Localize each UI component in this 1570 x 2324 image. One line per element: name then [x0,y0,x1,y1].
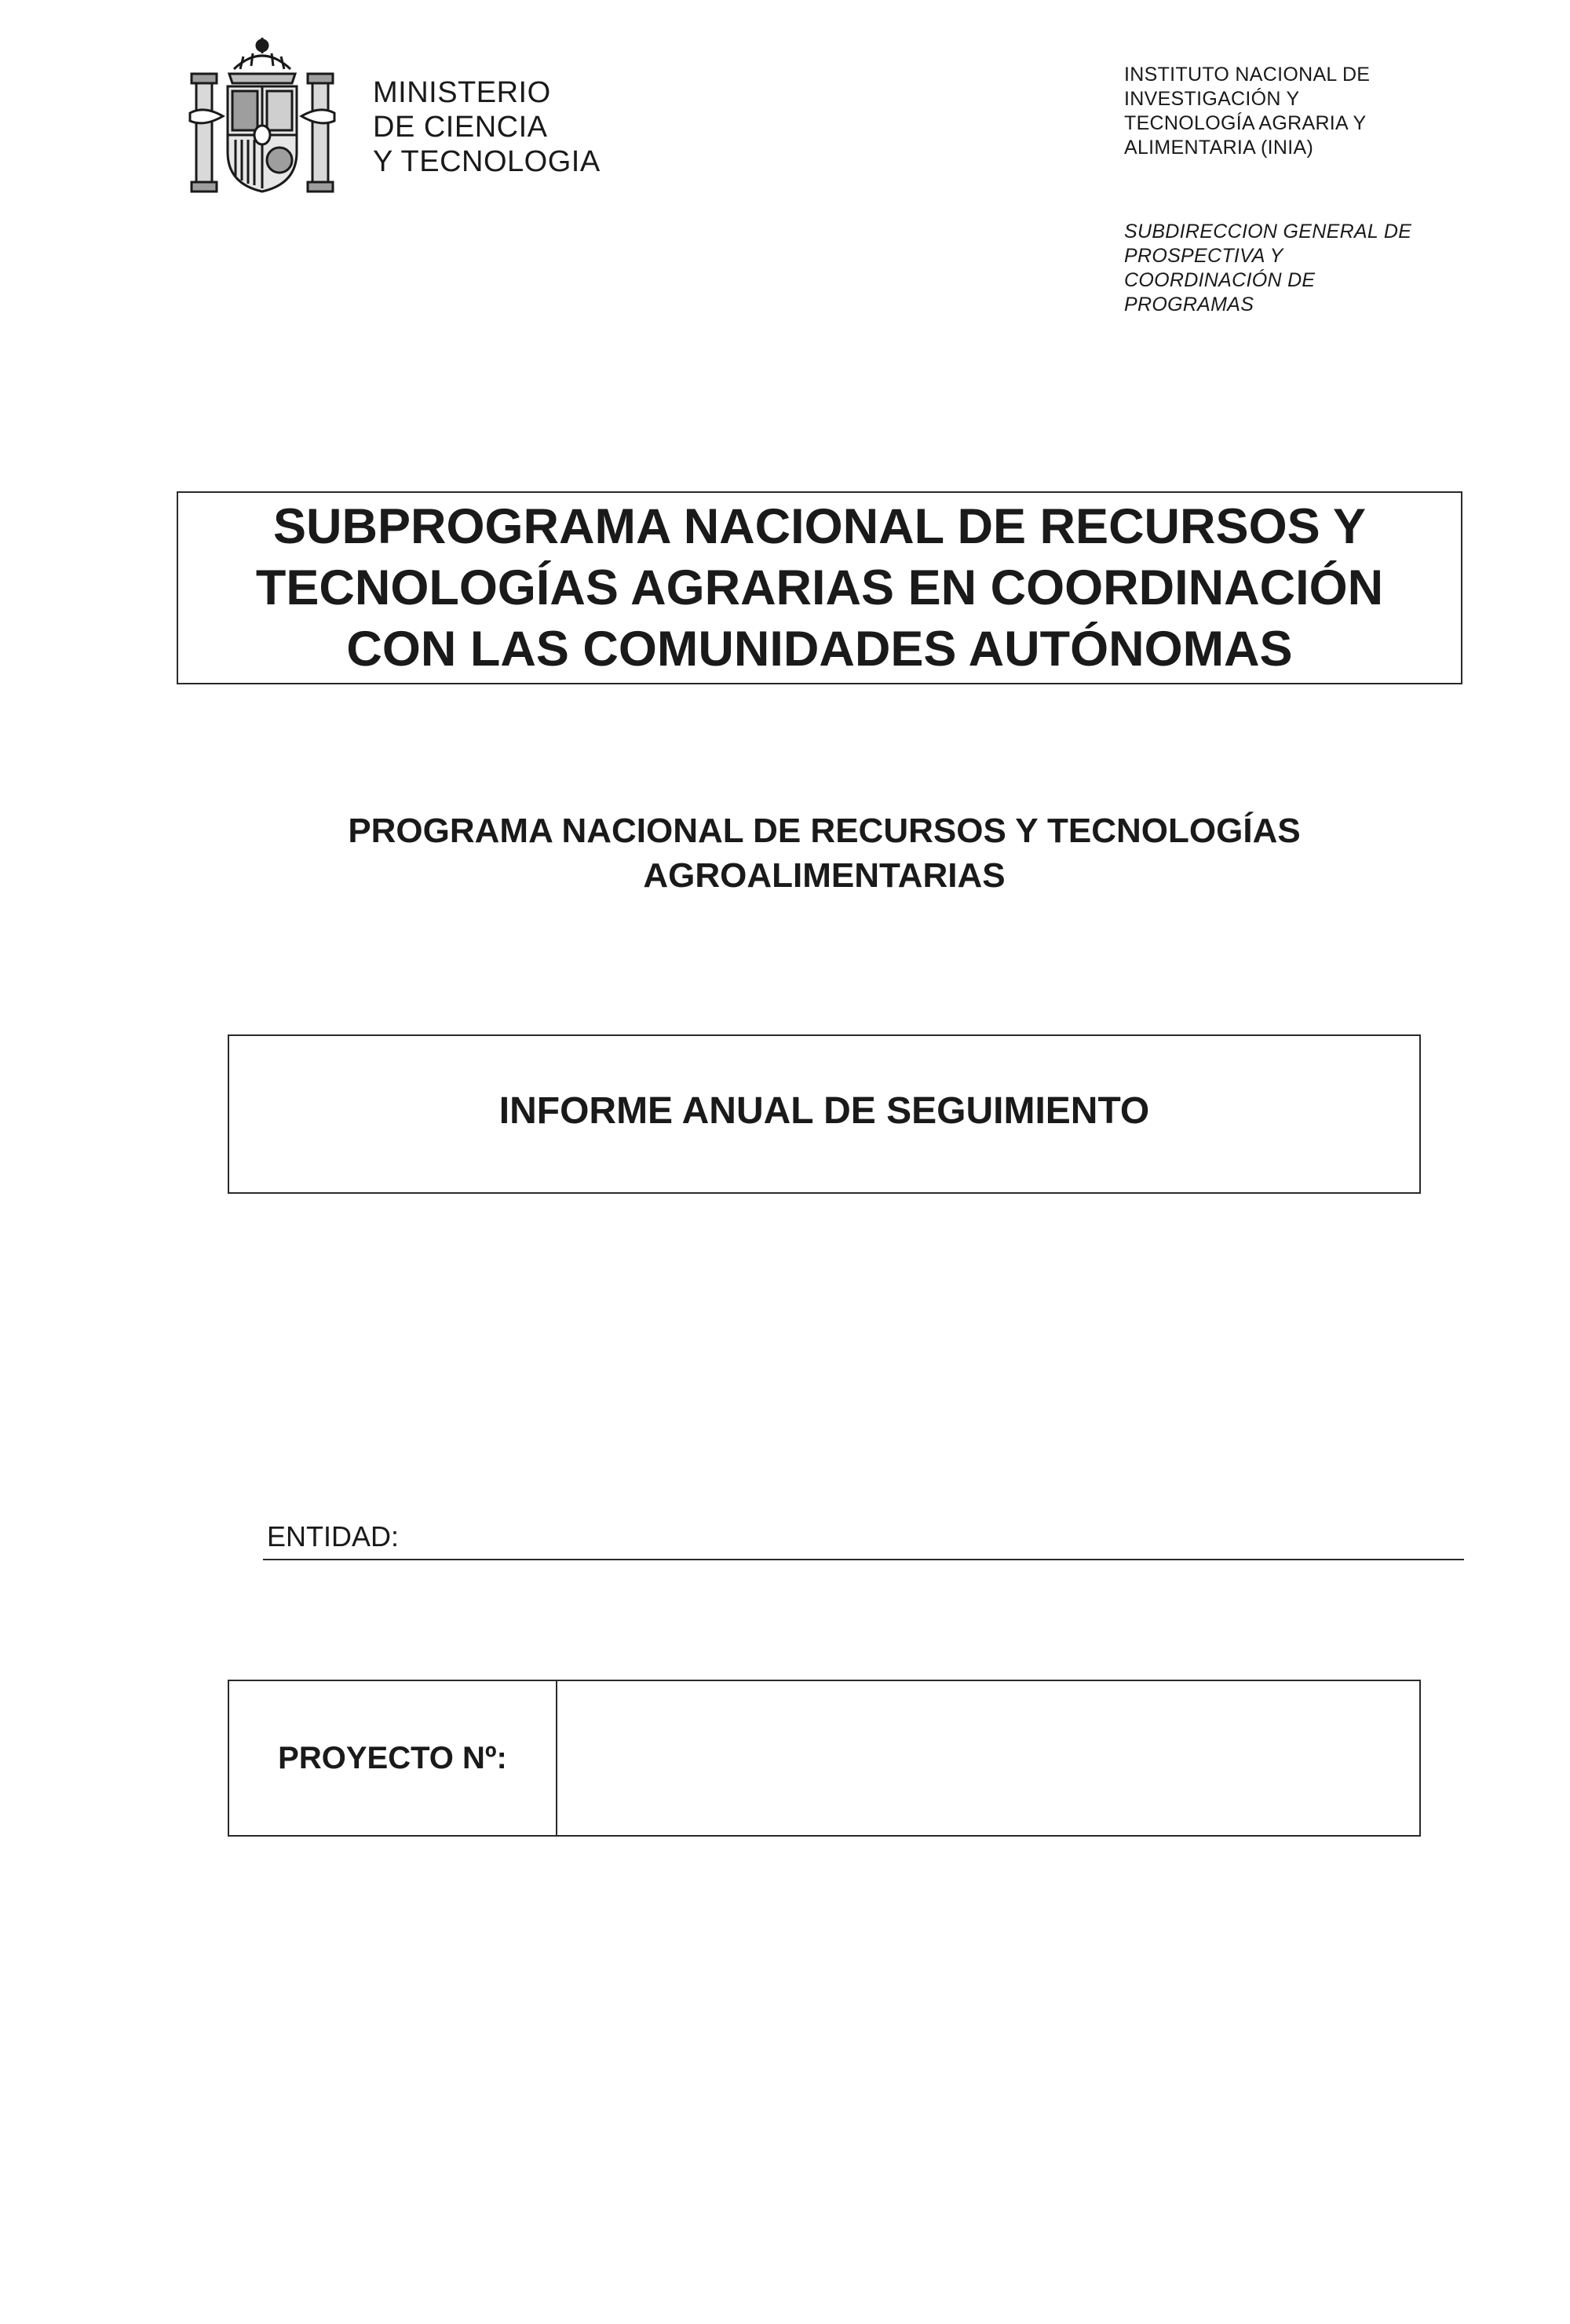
entity-underline [263,1559,1464,1560]
subdirection-name [1124,220,1411,317]
institute-name [1124,63,1370,160]
subprogram-title-line: CON LAS COMUNIDADES AUTÓNOMAS [346,622,1293,677]
spanish-coat-of-arms-icon [188,35,336,201]
entity-label [267,1521,399,1552]
subdirection-line: SUBDIRECCION GENERAL DE [1124,221,1412,243]
institute-line: ALIMENTARIA (INIA) [1124,137,1314,159]
project-label: PROYECTO Nº: [278,1740,507,1775]
subdirection-line: PROGRAMAS [1124,294,1254,316]
project-number-field[interactable] [557,1681,1419,1835]
report-title: INFORME ANUAL DE SEGUIMIENTO [498,1090,1150,1132]
subprogram-title-line: TECNOLOGÍAS AGRARIAS EN COORDINACIÓN [255,560,1384,615]
ministry-line: DE CIENCIA [373,111,548,144]
institute-line: TECNOLOGÍA AGRARIA Y [1124,112,1367,134]
ministry-line: Y TECNOLOGIA [373,145,601,178]
institute-line: INSTITUTO NACIONAL DE [1124,64,1371,86]
ministry-line: MINISTERIO [373,76,551,109]
project-label-cell [229,1681,557,1835]
subprogram-title-box [177,491,1462,684]
subdirection-line: PROSPECTIVA Y [1124,245,1283,267]
program-heading-line: AGROALIMENTARIAS [643,856,1006,895]
institute-line: INVESTIGACIÓN Y [1124,88,1300,110]
project-number-box [228,1680,1421,1837]
ministry-name [373,75,601,179]
subdirection-line: COORDINACIÓN DE [1124,269,1316,291]
entity-label-text: ENTIDAD: [267,1520,400,1552]
program-heading-line: PROGRAMA NACIONAL DE RECURSOS Y TECNOLOGÍAS [348,812,1301,850]
subprogram-title-line: SUBPROGRAMA NACIONAL DE RECURSOS Y [273,499,1366,554]
program-heading [236,808,1413,898]
report-title-box [228,1034,1421,1194]
